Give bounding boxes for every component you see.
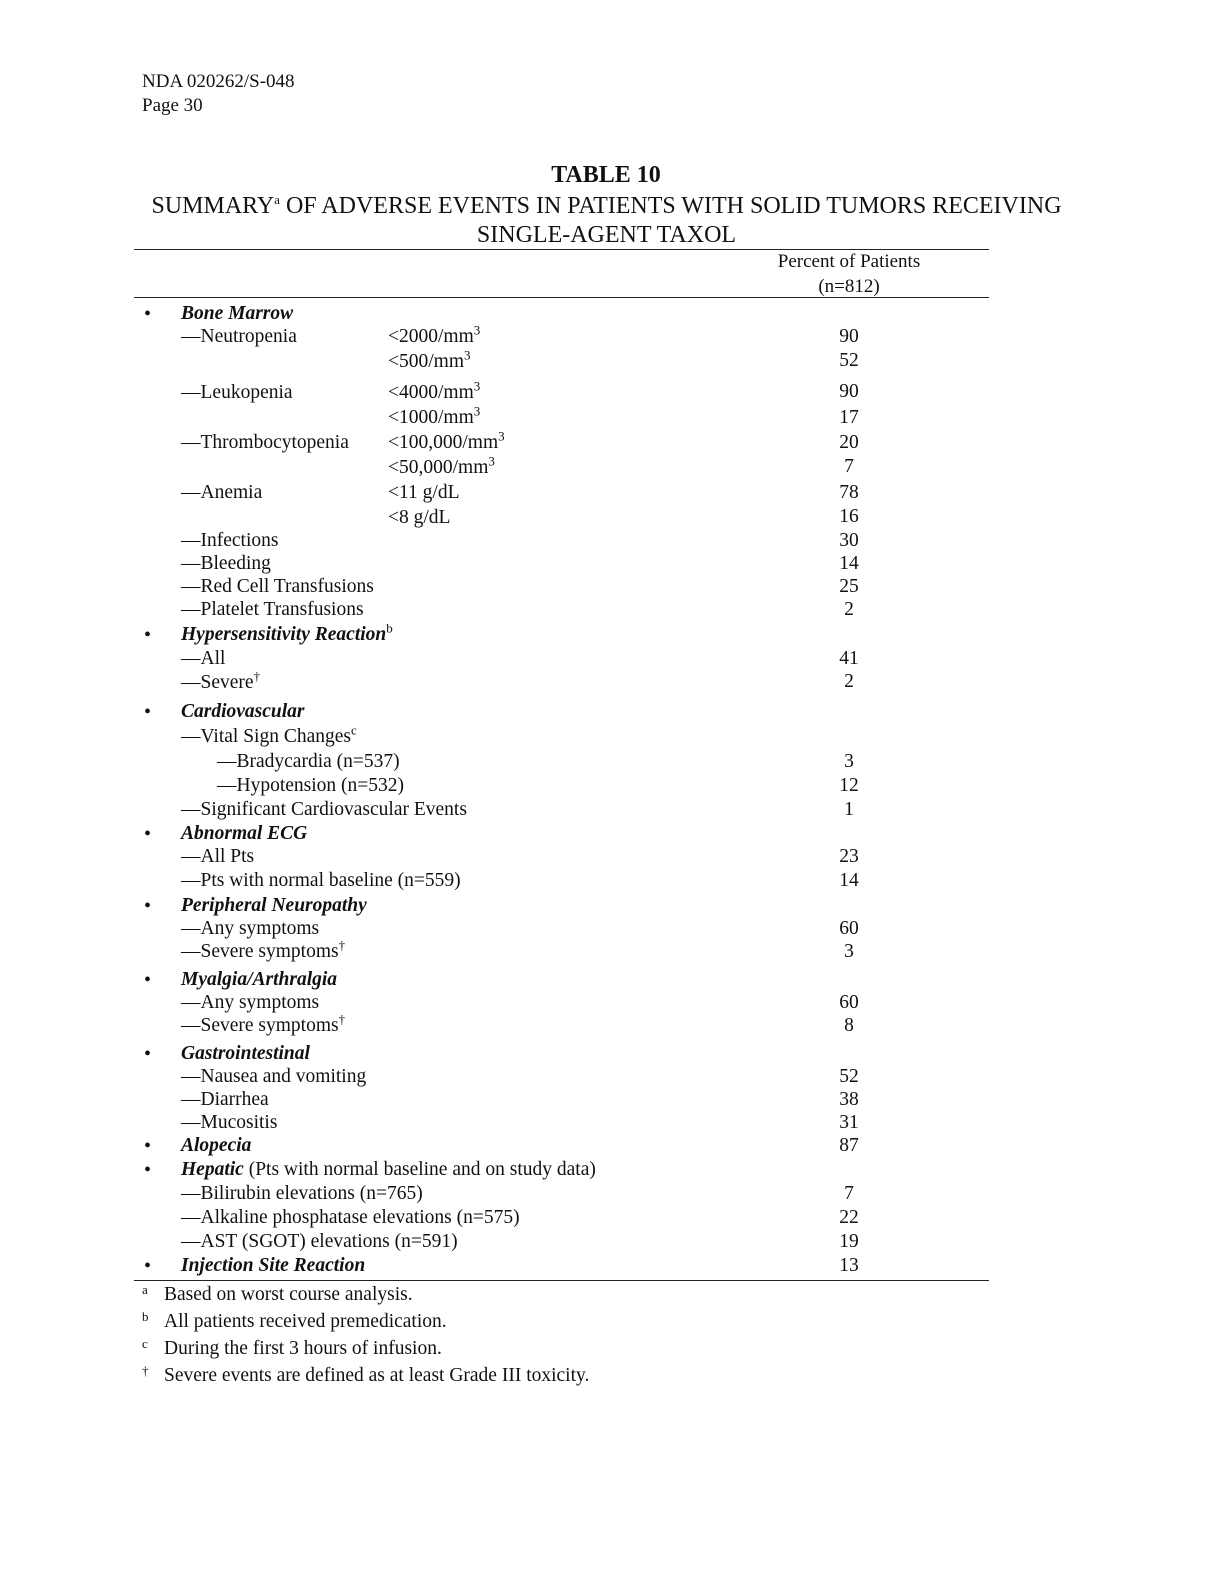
bullet-icon: • (144, 303, 152, 325)
threshold (388, 428, 505, 454)
bullet-icon: • (144, 1159, 152, 1181)
table-row (0, 576, 1224, 598)
category-label (181, 823, 307, 845)
subtitle-lead: SUMMARY (151, 193, 275, 219)
percent-value: 12 (839, 775, 859, 796)
percent-value: 23 (839, 846, 859, 867)
bullet-icon: • (144, 1043, 152, 1065)
label-text: —Red Cell Transfusions (181, 576, 374, 597)
footnote-mark: b (142, 1309, 149, 1324)
threshold-text: <11 g/dL (388, 482, 460, 503)
label-text: —Thrombocytopenia (181, 432, 349, 453)
label-text: Alopecia (181, 1135, 252, 1156)
table-row (0, 1207, 1224, 1229)
bullet-icon: • (144, 969, 152, 991)
table-row (0, 347, 1224, 373)
table-row (0, 668, 1224, 694)
percent-value: 90 (839, 326, 859, 347)
footnote-mark: a (142, 1282, 148, 1297)
table-row (0, 453, 1224, 479)
percent-value: 14 (839, 553, 859, 574)
event-label (181, 648, 225, 670)
category-row (0, 969, 1224, 991)
category-label (181, 1043, 310, 1065)
percent-value: 60 (839, 992, 859, 1013)
event-label (181, 1207, 520, 1229)
label-text: Hepatic (181, 1159, 244, 1180)
category-row (0, 1255, 1224, 1277)
threshold-text: <500/mm (388, 351, 465, 372)
event-label (181, 599, 364, 621)
percent-value: 16 (839, 506, 859, 527)
percent-value: 78 (839, 482, 859, 503)
event-label (217, 751, 400, 773)
table-row (0, 775, 1224, 797)
table-row (0, 722, 1224, 748)
table-row (0, 1011, 1224, 1037)
threshold-text: <8 g/dL (388, 507, 451, 528)
label-text: —Severe symptoms (181, 1015, 339, 1036)
category-label (181, 1255, 365, 1277)
footnote (142, 1310, 447, 1334)
threshold-exponent: 3 (464, 347, 471, 363)
bullet-icon: • (144, 823, 152, 845)
label-text: Bone Marrow (181, 303, 294, 324)
subtitle-rest: OF ADVERSE EVENTS IN PATIENTS WITH SOLID TUMORS RECEIVING (279, 193, 1062, 219)
event-label (181, 1112, 277, 1134)
document-id: NDA 020262/S-048 (142, 71, 295, 92)
label-text: —Bradycardia (n=537) (217, 751, 400, 772)
table-row (0, 992, 1224, 1014)
event-label (181, 992, 319, 1014)
label-text: —Hypotension (n=532) (217, 775, 405, 796)
label-text: —Alkaline phosphatase elevations (n=575) (181, 1207, 520, 1228)
label-text: —Platelet Transfusions (181, 599, 364, 620)
label-text: —Bilirubin elevations (n=765) (181, 1183, 423, 1204)
label-text: —Significant Cardiovascular Events (181, 799, 467, 820)
event-label (181, 870, 461, 892)
category-note: (Pts with normal baseline and on study data) (243, 1159, 596, 1180)
footnote-text: During the first 3 hours of infusion. (164, 1338, 442, 1359)
event-label (181, 846, 254, 868)
percent-value: 3 (844, 941, 854, 962)
label-text: Injection Site Reaction (181, 1255, 366, 1276)
label-text: Abnormal ECG (181, 823, 308, 844)
percent-value: 52 (839, 350, 859, 371)
category-row (0, 1135, 1224, 1157)
event-label (181, 722, 357, 748)
table-row (0, 403, 1224, 429)
category-row (0, 1159, 1224, 1181)
threshold-exponent: 3 (473, 378, 481, 394)
percent-value: 41 (839, 648, 859, 669)
table-row (0, 322, 1224, 348)
table-row (0, 1089, 1224, 1111)
footnote-text: Severe events are defined as at least Grade III toxicity. (164, 1365, 590, 1386)
bullet-icon: • (144, 624, 152, 646)
table-row (0, 846, 1224, 868)
event-label (217, 775, 404, 797)
table-row (0, 937, 1224, 963)
threshold-text: <2000/mm (388, 326, 474, 347)
threshold (388, 507, 450, 529)
category-label (181, 1159, 596, 1181)
footnote-mark: † (338, 937, 346, 953)
percent-value: 20 (839, 432, 859, 453)
percent-value: 60 (839, 918, 859, 939)
event-label (181, 799, 467, 821)
category-row (0, 1043, 1224, 1065)
event-label (181, 432, 349, 454)
threshold (388, 482, 459, 504)
label-text: —All (181, 648, 226, 669)
event-label (181, 382, 293, 404)
table-subtitle (134, 192, 1079, 250)
percent-value: 2 (844, 671, 854, 692)
label-text: —Leukopenia (181, 382, 293, 403)
event-label (181, 1011, 346, 1037)
percent-value: 2 (844, 599, 854, 620)
label-text: —AST (SGOT) elevations (n=591) (181, 1231, 458, 1252)
category-label (181, 895, 367, 917)
category-row (0, 620, 1224, 646)
label-text: —Infections (181, 530, 279, 551)
bullet-icon: • (144, 1255, 152, 1277)
percent-value: 17 (839, 407, 859, 428)
table-row (0, 1066, 1224, 1088)
event-label (181, 326, 297, 348)
event-label (181, 1066, 366, 1088)
threshold (388, 378, 481, 404)
event-label (181, 1089, 269, 1111)
percent-value: 3 (844, 751, 854, 772)
threshold-exponent: 3 (498, 428, 505, 444)
label-text: —Mucositis (181, 1112, 278, 1133)
label-text: Hypersensitivity Reaction (181, 624, 387, 645)
table-row (0, 507, 1224, 529)
footnote (142, 1364, 589, 1388)
bullet-icon: • (144, 895, 152, 917)
percent-value: 87 (839, 1135, 859, 1156)
percent-value: 8 (844, 1015, 854, 1036)
percent-value: 7 (844, 456, 854, 477)
percent-value: 13 (839, 1255, 859, 1276)
percent-value: 30 (839, 530, 859, 551)
percent-value: 38 (839, 1089, 859, 1110)
footnote-mark: † (253, 668, 261, 684)
percent-value: 22 (839, 1207, 859, 1228)
column-header (749, 249, 949, 299)
table-row (0, 751, 1224, 773)
event-label (181, 482, 262, 504)
event-label (181, 553, 271, 575)
subtitle-footnote-mark: a (274, 192, 280, 207)
threshold-text: <100,000/mm (388, 432, 499, 453)
threshold-exponent: 3 (473, 322, 481, 338)
event-label (181, 576, 374, 598)
table-row (0, 870, 1224, 892)
label-text: —Vital Sign Changes (181, 726, 351, 747)
threshold (388, 347, 471, 373)
subtitle-line-2: SINGLE-AGENT TAXOL (476, 222, 737, 248)
threshold-text: <1000/mm (388, 407, 474, 428)
percent-value: 7 (844, 1183, 854, 1204)
footnote (142, 1337, 442, 1361)
bullet-icon: • (144, 1135, 152, 1157)
header-bottom-rule (134, 297, 989, 298)
percent-value: 19 (839, 1231, 859, 1252)
label-text: —All Pts (181, 846, 255, 867)
threshold-text: <50,000/mm (388, 457, 489, 478)
event-label (181, 1183, 423, 1205)
label-text: Peripheral Neuropathy (181, 895, 367, 916)
label-text: —Pts with normal baseline (n=559) (181, 870, 461, 891)
category-row (0, 303, 1224, 325)
footnote-mark: c (351, 722, 357, 738)
threshold (388, 403, 481, 429)
footnote-mark: † (142, 1363, 149, 1378)
category-label (181, 620, 393, 646)
table-row (0, 482, 1224, 504)
table-bottom-rule (134, 1280, 989, 1281)
bullet-icon: • (144, 701, 152, 723)
event-label (181, 937, 346, 963)
category-row (0, 823, 1224, 845)
label-text: —Any symptoms (181, 992, 320, 1013)
table-row (0, 553, 1224, 575)
footnote-mark: † (338, 1011, 346, 1027)
percent-value: 1 (844, 799, 854, 820)
table-row (0, 530, 1224, 552)
event-label (181, 918, 319, 940)
label-text: —Diarrhea (181, 1089, 269, 1110)
page-number: Page 30 (142, 95, 203, 116)
event-label (181, 1231, 458, 1253)
footnote-mark: c (142, 1336, 148, 1351)
table-row (0, 1112, 1224, 1134)
label-text: —Anemia (181, 482, 263, 503)
column-header-n: (n=812) (818, 276, 880, 297)
table-row (0, 378, 1224, 404)
label-text: —Bleeding (181, 553, 271, 574)
event-label (181, 530, 278, 552)
category-label (181, 701, 305, 723)
column-header-label: Percent of Patients (777, 251, 921, 272)
label-text: Myalgia/Arthralgia (181, 969, 338, 990)
threshold (388, 322, 481, 348)
table-row (0, 599, 1224, 621)
table-row (0, 648, 1224, 670)
percent-value: 31 (839, 1112, 859, 1133)
percent-value: 14 (839, 870, 859, 891)
footnote (142, 1283, 413, 1307)
threshold-exponent: 3 (488, 453, 495, 469)
label-text: —Any symptoms (181, 918, 320, 939)
footnote-text: Based on worst course analysis. (164, 1284, 413, 1305)
label-text: —Neutropenia (181, 326, 297, 347)
footnote-mark: b (386, 620, 393, 636)
category-row (0, 895, 1224, 917)
percent-value: 52 (839, 1066, 859, 1087)
table-row (0, 1183, 1224, 1205)
threshold (388, 453, 495, 479)
percent-value: 25 (839, 576, 859, 597)
label-text: Gastrointestinal (181, 1043, 310, 1064)
label-text: —Severe (181, 672, 254, 693)
category-row (0, 701, 1224, 723)
table-row (0, 799, 1224, 821)
table-row (0, 918, 1224, 940)
label-text: —Severe symptoms (181, 941, 339, 962)
table-row (0, 428, 1224, 454)
label-text: Cardiovascular (181, 701, 305, 722)
page-header (142, 70, 295, 118)
category-label (181, 969, 337, 991)
category-label (181, 303, 293, 325)
threshold-exponent: 3 (473, 403, 481, 419)
threshold-text: <4000/mm (388, 382, 474, 403)
table-row (0, 1231, 1224, 1253)
table-title: TABLE 10 (551, 162, 661, 188)
category-label (181, 1135, 251, 1157)
label-text: —Nausea and vomiting (181, 1066, 367, 1087)
percent-value: 90 (839, 381, 859, 402)
event-label (181, 668, 261, 694)
footnote-text: All patients received premedication. (164, 1311, 447, 1332)
